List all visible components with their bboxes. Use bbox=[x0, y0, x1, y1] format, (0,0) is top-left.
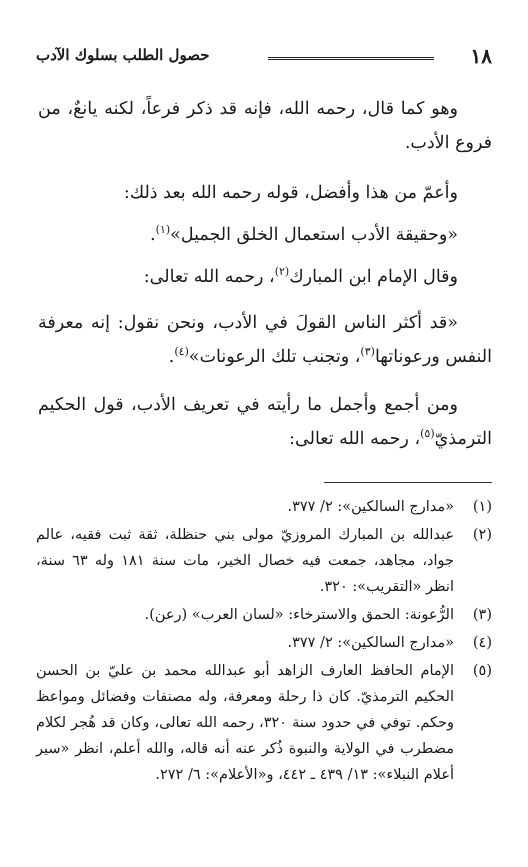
footnote-text: «مدارج السالكين»: ٢/ ٣٧٧. bbox=[287, 499, 454, 515]
running-title: حصول الطلب بسلوك الآدب bbox=[36, 46, 210, 64]
paragraph-4-text: وقال الإمام ابن المبارك bbox=[289, 267, 458, 287]
note-ref-3[interactable]: (٣) bbox=[360, 345, 375, 359]
footnote-text: الإمام الحافظ العارف الزاهد أبو عبدالله محمد بن عليّ بن الحسن الحكيم الترمذيّ. كان ذا رحلة ومعرفة، وله مصنفات وفضائل ومواعظ وحكم. توفي في حدود سنة ٣٢٠، رحمه الله تعالى، وكان قد هُجر لكلام مضطرب في الولاية والنبوة ذُكر عنه أنه قاله، والله أعلم، انظر «سير أعلام النبلاء»: ١٣/ ٤٣٩ ـ ٤٤٢، و«الأعلام»: ٦/ ٢٧٢. bbox=[36, 663, 455, 783]
page-number: ١٨ bbox=[470, 44, 492, 68]
paragraph-5-text: «قد أكثر الناس القولَ في الأدب، ونحن نقول: إنه معرفة النفس ورعوناتها bbox=[38, 313, 492, 367]
note-ref-2[interactable]: (٢) bbox=[274, 265, 290, 279]
footnote-number: (٥) bbox=[472, 663, 492, 679]
footnote-2 bbox=[36, 522, 492, 600]
paragraph-5-middle: ، وتجنب تلك الرعونات» bbox=[188, 347, 361, 367]
paragraph-5-quote: «قد أكثر الناس القولَ في الأدب، ونحن نقول: إنه معرفة النفس ورعوناتها$^{(٣)}$، وتجنب تلك الرعونات»$^{(٤)}$. bbox=[38, 313, 492, 367]
main-text bbox=[38, 92, 492, 456]
paragraph-1 bbox=[38, 92, 492, 160]
footnote-4 bbox=[36, 630, 492, 656]
paragraph-4-tail: ، رحمه الله تعالى: bbox=[143, 267, 275, 287]
paragraph-3-text: «وحقيقة الأدب استعمال الخلق الجميل» bbox=[170, 225, 458, 245]
note-ref-1[interactable]: (١) bbox=[155, 223, 171, 237]
footnotes bbox=[36, 494, 492, 790]
footnote-number: (١) bbox=[472, 499, 492, 515]
footnote-text: عبدالله بن المبارك المروزيّ مولى بني حنظلة، ثقة ثبت فقيه، عالم جواد، مجاهد، جمعت فيه خصال الخير، مات سنة ١٨١ وله ٦٣ سنة، انظر «التقريب»: ٣٢٠. bbox=[36, 527, 454, 595]
page-header bbox=[36, 44, 492, 74]
footnote-number: (٤) bbox=[472, 635, 492, 651]
paragraph-2-text: وأعمّ من هذا وأفضل، قوله رحمه الله بعد ذلك: bbox=[123, 183, 458, 203]
footnote-number: (٣) bbox=[472, 607, 492, 623]
note-ref-4[interactable]: (٤) bbox=[174, 345, 189, 359]
note-ref-5[interactable]: (٥) bbox=[420, 427, 435, 441]
footnote-5 bbox=[36, 658, 492, 788]
paragraph-1-text: وهو كما قال، رحمه الله، فإنه قد ذكر فرعاً، لكنه يانعٌ، من فروع الأدب. bbox=[38, 99, 492, 153]
paragraph-4 bbox=[38, 260, 492, 294]
footnote-1 bbox=[36, 494, 492, 520]
paragraph-6-tail: ، رحمه الله تعالى: bbox=[289, 429, 421, 449]
footnote-text: «مدارج السالكين»: ٢/ ٣٧٧. bbox=[287, 635, 454, 651]
paragraph-3-quote: «وحقيقة الأدب استعمال الخلق الجميل»$^{(١)}$. bbox=[150, 223, 458, 245]
footnote-3 bbox=[36, 602, 492, 628]
paragraph-2 bbox=[38, 176, 492, 210]
paragraph-6-text: ومن أجمع وأجمل ما رأيته في تعريف الأدب، قول الحكيم الترمذيّ bbox=[38, 395, 492, 449]
footnote-text: الرُّعونة: الحمق والاسترخاء: «لسان العرب» (رعن). bbox=[144, 607, 454, 623]
header-rule bbox=[268, 57, 434, 60]
paragraph-6 bbox=[38, 388, 492, 456]
footnote-number: (٢) bbox=[472, 527, 492, 543]
footnote-separator bbox=[324, 482, 492, 483]
